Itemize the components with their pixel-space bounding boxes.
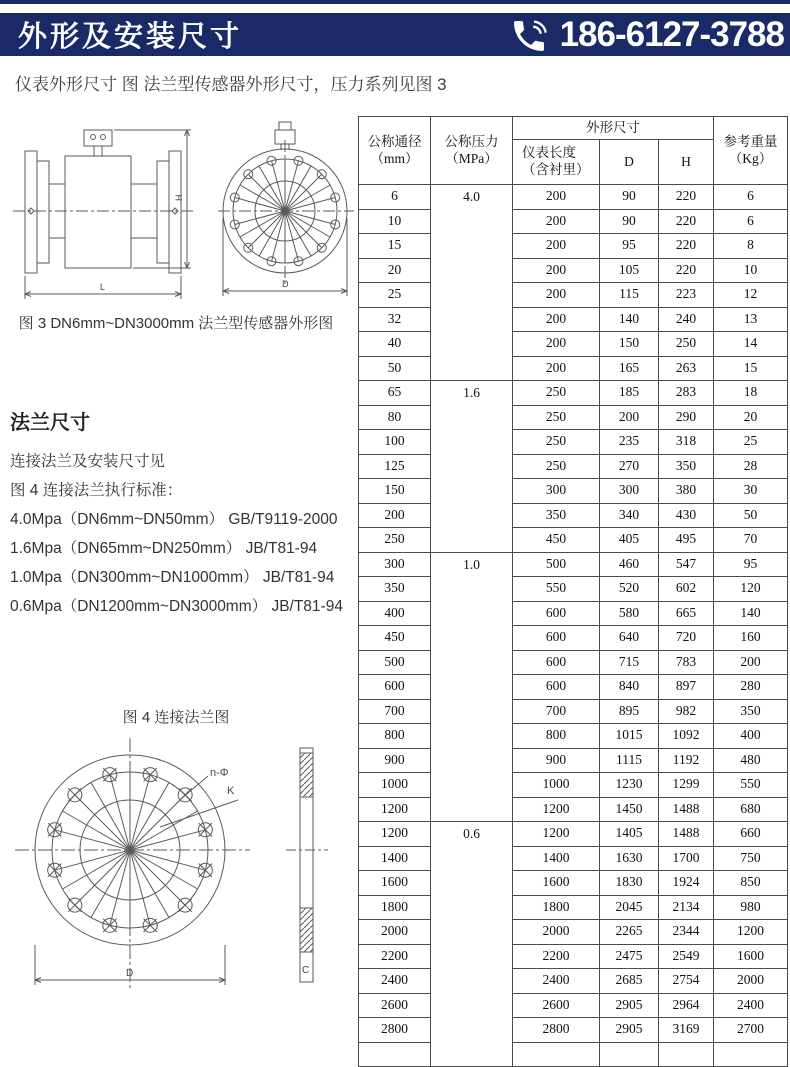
table-row — [359, 552, 788, 577]
weight-cell: 12 — [714, 283, 788, 308]
dim-label-d: D — [282, 279, 289, 289]
dn-cell: 1000 — [359, 773, 431, 798]
weight-cell: 13 — [714, 307, 788, 332]
dn-cell: 50 — [359, 356, 431, 381]
h-cell: 495 — [659, 528, 714, 553]
dn-cell: 250 — [359, 528, 431, 553]
h-cell: 1488 — [659, 822, 714, 847]
dn-cell: 1400 — [359, 846, 431, 871]
table-row — [359, 993, 788, 1018]
weight-cell: 8 — [714, 234, 788, 259]
weight-cell: 15 — [714, 356, 788, 381]
d-cell: 1450 — [600, 797, 659, 822]
d-cell: 185 — [600, 381, 659, 406]
length-cell: 250 — [513, 405, 600, 430]
d-cell: 90 — [600, 185, 659, 210]
weight-cell: 280 — [714, 675, 788, 700]
d-cell: 460 — [600, 552, 659, 577]
table-row — [359, 699, 788, 724]
weight-cell: 1200 — [714, 920, 788, 945]
table-row — [359, 650, 788, 675]
table-row — [359, 675, 788, 700]
flange-standard-line: 1.0Mpa（DN300mm~DN1000mm） JB/T81-94 — [10, 569, 335, 586]
d-cell: 640 — [600, 626, 659, 651]
h-cell: 982 — [659, 699, 714, 724]
dn-cell: 6 — [359, 185, 431, 210]
table-row — [359, 1042, 788, 1067]
dn-cell: 2000 — [359, 920, 431, 945]
dn-cell: 2600 — [359, 993, 431, 1018]
dn-cell: 20 — [359, 258, 431, 283]
d-cell: 2475 — [600, 944, 659, 969]
d-cell: 405 — [600, 528, 659, 553]
h-cell: 220 — [659, 209, 714, 234]
dn-cell: 200 — [359, 503, 431, 528]
weight-cell: 850 — [714, 871, 788, 896]
table-row — [359, 944, 788, 969]
h-cell: 250 — [659, 332, 714, 357]
table-row — [359, 405, 788, 430]
page-title: 外形及安装尺寸 — [18, 21, 243, 53]
weight-cell: 28 — [714, 454, 788, 479]
h-cell: 318 — [659, 430, 714, 455]
dn-cell: 600 — [359, 675, 431, 700]
table-row — [359, 503, 788, 528]
table-row — [359, 258, 788, 283]
length-cell: 250 — [513, 381, 600, 406]
length-cell: 2200 — [513, 944, 600, 969]
weight-cell: 2400 — [714, 993, 788, 1018]
weight-cell: 750 — [714, 846, 788, 871]
flange-standard-line: 1.6Mpa（DN65mm~DN250mm） JB/T81-94 — [10, 540, 318, 557]
dn-cell: 125 — [359, 454, 431, 479]
d-cell: 2905 — [600, 993, 659, 1018]
length-cell: 600 — [513, 675, 600, 700]
length-cell: 550 — [513, 577, 600, 602]
col-header-h: H — [659, 140, 714, 185]
h-cell: 2134 — [659, 895, 714, 920]
length-cell: 2000 — [513, 920, 600, 945]
d-cell: 520 — [600, 577, 659, 602]
col-header-dn: 公称通径 （mm） — [359, 117, 431, 185]
dn-cell: 450 — [359, 626, 431, 651]
dimension-table — [358, 116, 788, 1067]
weight-cell: 6 — [714, 185, 788, 210]
h-cell: 350 — [659, 454, 714, 479]
h-cell: 263 — [659, 356, 714, 381]
d-cell: 2905 — [600, 1018, 659, 1043]
figure4-flange-front — [15, 738, 250, 988]
weight-cell: 25 — [714, 430, 788, 455]
length-cell: 450 — [513, 528, 600, 553]
d-cell: 115 — [600, 283, 659, 308]
d-cell: 270 — [600, 454, 659, 479]
h-cell: 1192 — [659, 748, 714, 773]
weight-cell: 160 — [714, 626, 788, 651]
weight-cell: 660 — [714, 822, 788, 847]
figure3-front-view — [218, 122, 354, 296]
d-cell: 105 — [600, 258, 659, 283]
flange-diameter-label: D — [126, 968, 134, 979]
table-row — [359, 773, 788, 798]
dn-cell: 40 — [359, 332, 431, 357]
table-row — [359, 332, 788, 357]
d-cell: 150 — [600, 332, 659, 357]
length-cell: 700 — [513, 699, 600, 724]
h-cell: 290 — [659, 405, 714, 430]
header-bar — [0, 13, 790, 56]
length-cell: 200 — [513, 234, 600, 259]
weight-cell: 400 — [714, 724, 788, 749]
table-row — [359, 748, 788, 773]
table-row — [359, 307, 788, 332]
d-cell: 1115 — [600, 748, 659, 773]
d-cell: 95 — [600, 234, 659, 259]
dn-cell: 2800 — [359, 1018, 431, 1043]
d-cell: 1630 — [600, 846, 659, 871]
col-header-d: D — [600, 140, 659, 185]
table-row — [359, 920, 788, 945]
flange-standard-line: 图 4 连接法兰执行标准： — [10, 482, 183, 499]
length-cell: 200 — [513, 185, 600, 210]
weight-cell: 20 — [714, 405, 788, 430]
dn-cell: 2400 — [359, 969, 431, 994]
dn-cell: 65 — [359, 381, 431, 406]
dn-cell: 300 — [359, 552, 431, 577]
h-cell: 2964 — [659, 993, 714, 1018]
table-row — [359, 871, 788, 896]
dn-cell: 10 — [359, 209, 431, 234]
table-row — [359, 822, 788, 847]
length-cell: 500 — [513, 552, 600, 577]
h-cell: 2344 — [659, 920, 714, 945]
length-cell: 600 — [513, 601, 600, 626]
table-row — [359, 185, 788, 210]
figure3-drawing — [8, 106, 360, 306]
table-row — [359, 895, 788, 920]
figure3-caption: 图 3 DN6mm~DN3000mm 法兰型传感器外形图 — [18, 315, 334, 332]
d-cell: 1230 — [600, 773, 659, 798]
length-cell: 200 — [513, 307, 600, 332]
dn-cell: 1800 — [359, 895, 431, 920]
flange-thickness-label: C — [302, 965, 310, 976]
length-cell: 200 — [513, 209, 600, 234]
table-row — [359, 234, 788, 259]
length-cell: 2800 — [513, 1018, 600, 1043]
length-cell: 1000 — [513, 773, 600, 798]
h-cell: 220 — [659, 185, 714, 210]
table-row — [359, 479, 788, 504]
dn-cell: 32 — [359, 307, 431, 332]
dn-cell: 1600 — [359, 871, 431, 896]
d-cell: 2685 — [600, 969, 659, 994]
h-cell: 430 — [659, 503, 714, 528]
h-cell: 720 — [659, 626, 714, 651]
weight-cell: 980 — [714, 895, 788, 920]
dn-cell — [359, 1042, 431, 1067]
dn-cell: 150 — [359, 479, 431, 504]
d-cell: 580 — [600, 601, 659, 626]
length-cell: 2400 — [513, 969, 600, 994]
table-row — [359, 724, 788, 749]
length-cell: 250 — [513, 454, 600, 479]
table-row — [359, 1018, 788, 1043]
length-cell: 2600 — [513, 993, 600, 1018]
h-cell: 2754 — [659, 969, 714, 994]
h-cell: 1488 — [659, 797, 714, 822]
length-cell: 1200 — [513, 797, 600, 822]
table-row — [359, 209, 788, 234]
length-cell: 800 — [513, 724, 600, 749]
table-row — [359, 454, 788, 479]
flange-standard-line: 连接法兰及安装尺寸见 — [10, 453, 166, 470]
h-cell: 380 — [659, 479, 714, 504]
weight-cell: 550 — [714, 773, 788, 798]
length-cell: 200 — [513, 258, 600, 283]
dn-cell: 500 — [359, 650, 431, 675]
weight-cell: 6 — [714, 209, 788, 234]
weight-cell: 140 — [714, 601, 788, 626]
figure3-side-view — [13, 130, 194, 299]
h-cell: 547 — [659, 552, 714, 577]
weight-cell: 1600 — [714, 944, 788, 969]
phone-icon — [508, 16, 550, 56]
length-cell: 1400 — [513, 846, 600, 871]
h-cell — [659, 1042, 714, 1067]
d-cell: 840 — [600, 675, 659, 700]
h-cell: 220 — [659, 258, 714, 283]
weight-cell — [714, 1042, 788, 1067]
h-cell: 1700 — [659, 846, 714, 871]
d-cell: 715 — [600, 650, 659, 675]
dn-cell: 25 — [359, 283, 431, 308]
weight-cell: 18 — [714, 381, 788, 406]
length-cell: 300 — [513, 479, 600, 504]
table-row — [359, 356, 788, 381]
col-header-weight: 参考重量 （Kg） — [714, 117, 788, 185]
h-cell: 1924 — [659, 871, 714, 896]
figure4-flange-section — [286, 748, 328, 982]
weight-cell: 50 — [714, 503, 788, 528]
table-row — [359, 601, 788, 626]
pressure-cell: 0.6 — [431, 822, 513, 1067]
h-cell: 2549 — [659, 944, 714, 969]
table-row — [359, 626, 788, 651]
weight-cell: 200 — [714, 650, 788, 675]
h-cell: 240 — [659, 307, 714, 332]
dn-cell: 800 — [359, 724, 431, 749]
d-cell: 2265 — [600, 920, 659, 945]
dn-cell: 2200 — [359, 944, 431, 969]
weight-cell: 680 — [714, 797, 788, 822]
length-cell: 200 — [513, 332, 600, 357]
dn-cell: 900 — [359, 748, 431, 773]
col-header-length: 仪表长度 （含衬里） — [513, 140, 600, 185]
length-cell: 200 — [513, 356, 600, 381]
figure4-caption: 图 4 连接法兰图 — [122, 709, 230, 726]
table-row — [359, 969, 788, 994]
length-cell: 200 — [513, 283, 600, 308]
weight-cell: 120 — [714, 577, 788, 602]
h-cell: 602 — [659, 577, 714, 602]
pressure-cell: 4.0 — [431, 185, 513, 381]
h-cell: 223 — [659, 283, 714, 308]
phone-banner — [508, 13, 784, 56]
table-row — [359, 577, 788, 602]
table-row — [359, 381, 788, 406]
d-cell — [600, 1042, 659, 1067]
h-cell: 897 — [659, 675, 714, 700]
length-cell: 1200 — [513, 822, 600, 847]
length-cell: 600 — [513, 650, 600, 675]
dim-label-h: H — [174, 194, 184, 201]
weight-cell: 2000 — [714, 969, 788, 994]
table-row — [359, 846, 788, 871]
pressure-cell: 1.6 — [431, 381, 513, 553]
h-cell: 220 — [659, 234, 714, 259]
d-cell: 340 — [600, 503, 659, 528]
weight-cell: 95 — [714, 552, 788, 577]
table-row — [359, 283, 788, 308]
bolt-circle-label: K — [227, 785, 235, 797]
dn-cell: 80 — [359, 405, 431, 430]
d-cell: 895 — [600, 699, 659, 724]
h-cell: 283 — [659, 381, 714, 406]
length-cell: 250 — [513, 430, 600, 455]
bolt-holes-label: n-Φ — [210, 767, 229, 779]
d-cell: 165 — [600, 356, 659, 381]
col-header-pressure: 公称压力 （MPa） — [431, 117, 513, 185]
section-subtitle: 仪表外形尺寸 图 法兰型传感器外形尺寸，压力系列见图 3 — [15, 75, 447, 94]
length-cell: 900 — [513, 748, 600, 773]
weight-cell: 480 — [714, 748, 788, 773]
dn-cell: 15 — [359, 234, 431, 259]
dn-cell: 700 — [359, 699, 431, 724]
dim-label-l: L — [100, 282, 106, 292]
h-cell: 3169 — [659, 1018, 714, 1043]
h-cell: 665 — [659, 601, 714, 626]
length-cell: 1800 — [513, 895, 600, 920]
table-row — [359, 528, 788, 553]
figure4-drawing — [10, 730, 340, 1015]
dn-cell: 350 — [359, 577, 431, 602]
d-cell: 300 — [600, 479, 659, 504]
d-cell: 1015 — [600, 724, 659, 749]
h-cell: 1092 — [659, 724, 714, 749]
flange-standards-list — [10, 447, 360, 621]
length-cell: 350 — [513, 503, 600, 528]
dn-cell: 1200 — [359, 797, 431, 822]
col-header-dimensions: 外形尺寸 — [513, 117, 714, 140]
d-cell: 90 — [600, 209, 659, 234]
length-cell: 600 — [513, 626, 600, 651]
h-cell: 1299 — [659, 773, 714, 798]
d-cell: 1830 — [600, 871, 659, 896]
flange-section-heading: 法兰尺寸 — [10, 412, 90, 434]
weight-cell: 350 — [714, 699, 788, 724]
d-cell: 2045 — [600, 895, 659, 920]
flange-size-section — [10, 406, 360, 621]
d-cell: 140 — [600, 307, 659, 332]
table-row — [359, 430, 788, 455]
d-cell: 200 — [600, 405, 659, 430]
length-cell — [513, 1042, 600, 1067]
weight-cell: 14 — [714, 332, 788, 357]
weight-cell: 70 — [714, 528, 788, 553]
table-row — [359, 797, 788, 822]
table-header-row-1 — [359, 117, 788, 140]
dn-cell: 100 — [359, 430, 431, 455]
top-accent-strip — [0, 0, 790, 4]
flange-standard-line: 0.6Mpa（DN1200mm~DN3000mm） JB/T81-94 — [10, 598, 343, 615]
weight-cell: 2700 — [714, 1018, 788, 1043]
d-cell: 235 — [600, 430, 659, 455]
h-cell: 783 — [659, 650, 714, 675]
phone-number[interactable]: 186-6127-3788 — [559, 14, 784, 54]
d-cell: 1405 — [600, 822, 659, 847]
flange-standard-line: 4.0Mpa（DN6mm~DN50mm） GB/T9119-2000 — [10, 511, 338, 528]
dn-cell: 400 — [359, 601, 431, 626]
weight-cell: 30 — [714, 479, 788, 504]
dn-cell: 1200 — [359, 822, 431, 847]
length-cell: 1600 — [513, 871, 600, 896]
pressure-cell: 1.0 — [431, 552, 513, 822]
weight-cell: 10 — [714, 258, 788, 283]
